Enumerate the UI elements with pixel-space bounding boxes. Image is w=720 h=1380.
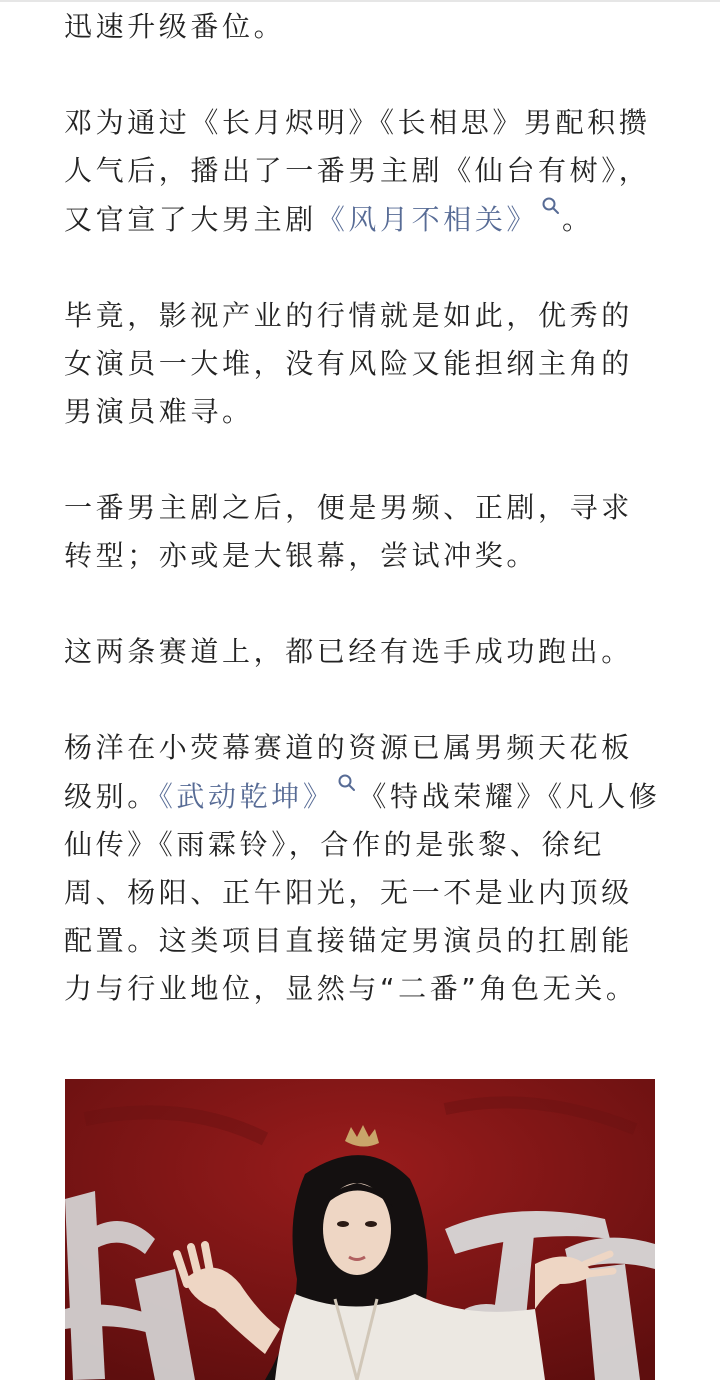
paragraph-text: 毕竟，影视产业的行情就是如此，优秀的女演员一大堆，没有风险又能担纲主角的男演员难寻。 [64,299,633,428]
paragraph-text: 。 [562,203,594,236]
paragraph-5 [64,628,664,676]
paragraph-text: 一番男主剧之后，便是男频、正剧，寻求转型；亦或是大银幕，尝试冲奖。 [64,491,633,572]
paragraph-6 [64,724,664,1013]
paragraph-text: 杨洋在小荧幕赛道的资源已属男频天花板级别。 [64,731,633,813]
drama-link-wudong[interactable]: 《武动乾坤》 [158,780,335,813]
paragraph-1 [64,3,664,51]
search-icon[interactable] [336,772,358,794]
drama-link-fengyue[interactable]: 《风月不相关》 [316,203,539,236]
paragraph-3 [64,292,664,436]
paragraph-2 [64,99,664,244]
search-icon[interactable] [540,195,562,217]
paragraph-text: 邓为通过《长月烬明》《长相思》男配积攒人气后，播出了一番男主剧《仙台有树》，又官宣了大男主剧 [64,106,651,236]
paragraph-text: 这两条赛道上，都已经有选手成功跑出。 [64,635,633,668]
paragraph-text: 《特战荣耀》《凡人修仙传》《雨霖铃》，合作的是张黎、徐纪周、杨阳、正午阳光，无一不是业内顶级配置。这类项目直接锚定男演员的扛剧能力与行业地位，显然与“二番”角色无关。 [64,780,661,1005]
poster-illustration [65,1079,655,1380]
paragraph-text: 迅速升级番位。 [64,10,286,43]
article-body [64,2,664,1013]
drama-poster-image [65,1079,655,1380]
paragraph-4 [64,484,664,580]
